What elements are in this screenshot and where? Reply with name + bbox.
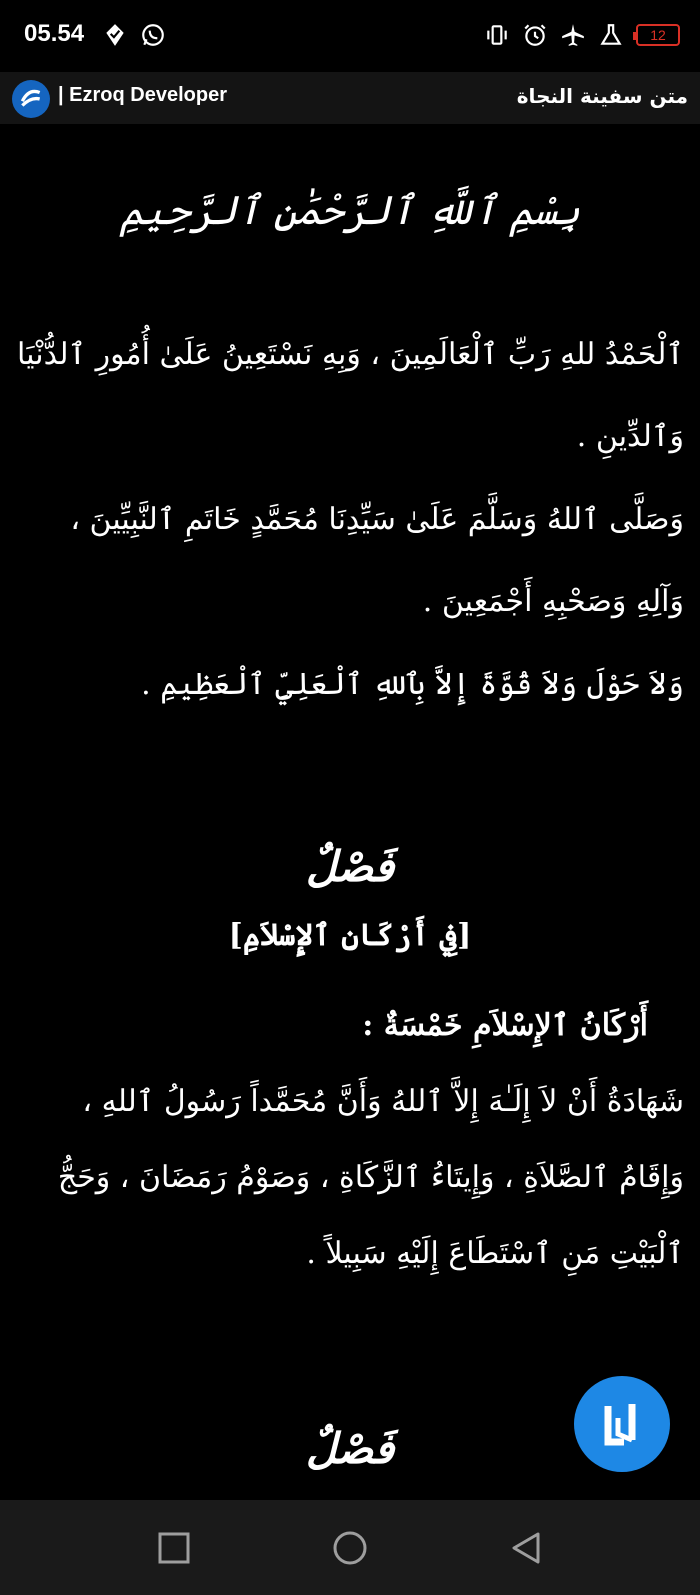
- app-bar: [0, 72, 700, 124]
- system-nav-bar: [0, 1500, 700, 1595]
- status-right-icons: [484, 22, 680, 48]
- alarm-icon: [522, 22, 548, 48]
- battery-icon: [636, 24, 680, 46]
- section-subtitle: [فِي أَرْكَانِ ٱلإِسْلاَمِ]: [228, 918, 472, 953]
- content-scroll-area[interactable]: [0, 124, 700, 1500]
- section-body: شَهَادَةُ أَنْ لاَ إِلَـٰهَ إِلاَّ ٱللهُ وَأَنَّ مُحَمَّداً رَسُولُ ٱللهِ ، وَإِقَامُ ٱلصَّلاَةِ ، وَإِيتَاءُ ٱلزَّكَاةِ ، وَصَوْمُ رَمَضَانَ ، وَحَجُّ ٱلْبَيْتِ مَنِ ٱسْتَطَاعَ إِلَيْهِ سَبِيلاً .: [57, 1084, 684, 1271]
- app-brand: | Ezroq Developer: [58, 84, 227, 106]
- intro-paragraph-1: ٱلْحَمْدُ للهِ رَبِّ ٱلْعَالَمِينَ ، وَبِهِ نَسْتَعِينُ عَلَىٰ أُمُورِ ٱلدُّنْيَا وَٱلدِّينِ .: [17, 337, 684, 454]
- battery-level: 12: [650, 27, 666, 43]
- section-intro-line: أَرْكَانُ ٱلإِسْلاَمِ خَمْسَةٌ :: [362, 1008, 648, 1043]
- section-heading-fasl: فَصْلٌ: [305, 842, 395, 891]
- flask-icon: [598, 22, 624, 48]
- recents-icon[interactable]: [156, 1530, 192, 1566]
- vibrate-icon: [484, 22, 510, 48]
- status-time: 05.54: [24, 20, 85, 47]
- section-heading-fasl-2: فَصْلٌ: [305, 1424, 395, 1473]
- status-left-icons: [102, 22, 166, 48]
- intro-paragraph-3: وَلاَ حَوْلَ وَلاَ قُوَّةَ إِلاَّ بِٱللهِ ٱلْعَلِيِّ ٱلْعَظِيمِ .: [141, 667, 684, 702]
- airplane-icon: [560, 22, 586, 48]
- basmala: بِسْمِ ٱللَّهِ ٱلرَّحْمَٰنِ ٱلرَّحِيمِ: [119, 188, 581, 234]
- app-title: متن سفينة النجاة: [516, 84, 688, 108]
- ezroq-logo-icon: [12, 80, 50, 118]
- whatsapp-icon: [140, 22, 166, 48]
- back-icon[interactable]: [508, 1530, 544, 1566]
- status-bar: [0, 0, 700, 72]
- app-shortcut-button[interactable]: [574, 1376, 670, 1472]
- home-icon[interactable]: [332, 1530, 368, 1566]
- book-app-icon: [594, 1396, 650, 1452]
- intro-paragraph-2: وَصَلَّى ٱللهُ وَسَلَّمَ عَلَىٰ سَيِّدِنَا مُحَمَّدٍ خَاتَمِ ٱلنَّبِيِّينَ ، وَآلِهِ وَصَحْبِهِ أَجْمَعِينَ .: [70, 502, 684, 619]
- shield-check-icon: [102, 22, 128, 48]
